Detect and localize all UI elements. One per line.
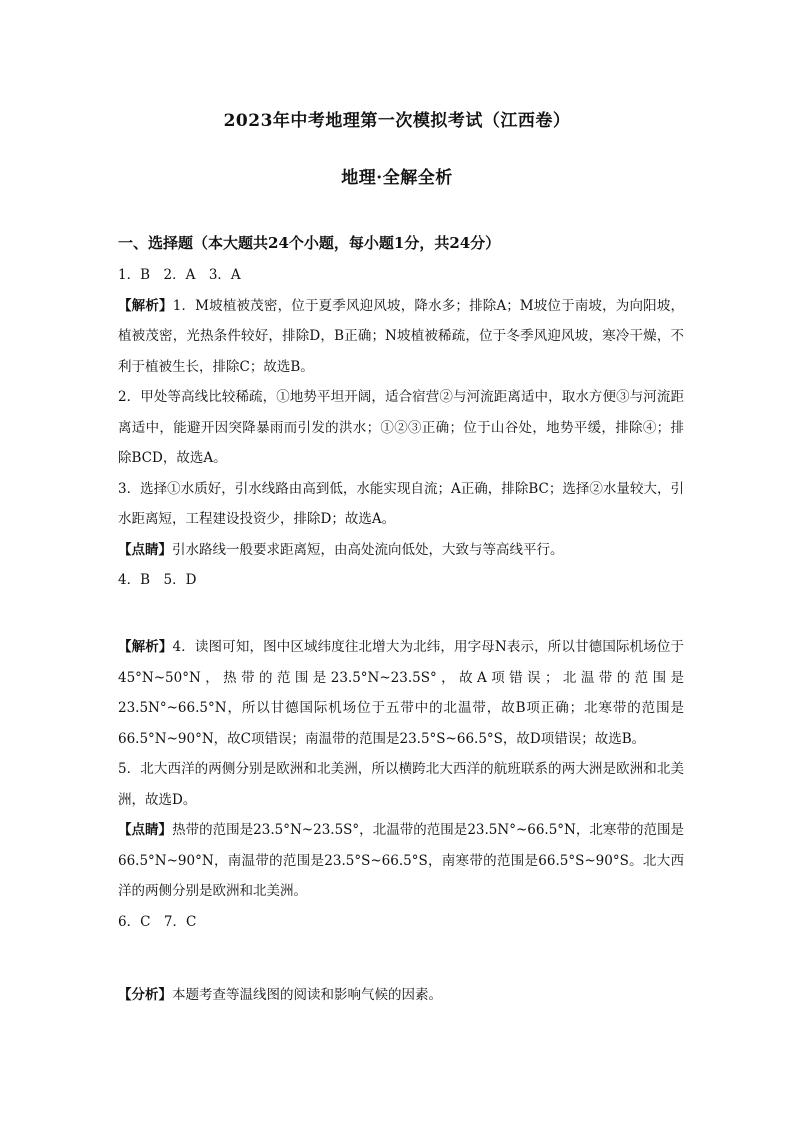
tip-paragraph	[118, 535, 684, 566]
analysis-paragraph: 2．甲处等高线比较稀疏，①地势平坦开阔，适合宿营②与河流距离适中，取水方便③与河流距离适中，能避开因突降暴雨而引发的洪水；①②③正确；位于山谷处，地势平缓，排除④；排除BCD，故选A。	[118, 389, 684, 466]
analysis-paragraph	[118, 291, 684, 383]
analysis-text: 1．M坡植被茂密，位于夏季风迎风坡，降水多；排除A；M坡位于南坡，为向阳坡，植被茂密，光热条件较好，排除D，B正确；N坡植被稀疏，位于冬季风迎风坡，寒冷干燥，不利于植被生长，排除C；故选B。	[118, 297, 685, 375]
answer-line: 6．C 7．C	[118, 913, 197, 930]
tip-tag: 【点睛】	[118, 541, 172, 558]
tip-paragraph	[118, 815, 684, 907]
tip-text: 热带的范围是23.5°N~23.5S°，北温带的范围是23.5N°~66.5°N，北寒带的范围是66.5°N~90°N，南温带的范围是23.5°S~66.5°S，南寒带的范围是66.5°S~90°S。北大西洋的两侧分别是欧洲和北美洲。	[118, 822, 685, 899]
answer-group-3	[118, 980, 684, 1011]
analysis-paragraph: 3．选择①水质好，引水线路由高到低，水能实现自流；A正确，排除BC；选择②水量较大，引水距离短，工程建设投资少，排除D；故选A。	[118, 480, 684, 527]
answer-line: 4．B 5．D	[118, 572, 197, 588]
analysis-paragraph: 5．北大西洋的两侧分别是欧洲和北美洲，所以横跨北大西洋的航班联系的两大洲是欧洲和北美洲，故选D。	[118, 761, 684, 808]
analysis-paragraph	[118, 980, 684, 1011]
analysis-tag: 【解析】	[118, 639, 173, 655]
tip-text: 引水路线一般要求距离短，由高处流向低处，大致与等高线平行。	[172, 541, 564, 558]
document-title: 2023年中考地理第一次模拟考试（江西卷）	[223, 111, 571, 131]
analysis-tag: 【解析】	[118, 297, 173, 314]
answer-group-1	[118, 260, 684, 596]
analysis-text: 本题考查等温线图的阅读和影响气候的因素。	[172, 987, 442, 1003]
answer-line: 1．B 2．A 3．A	[118, 267, 241, 283]
tip-tag: 【点睛】	[118, 822, 173, 838]
answer-group-2	[118, 632, 684, 937]
analysis-tag: 【分析】	[118, 987, 172, 1003]
analysis-paragraph	[118, 632, 684, 754]
analysis-text: 4．读图可知，图中区域纬度往北增大为北纬，用字母N表示，所以甘德国际机场位于45°N~50°N，热带的范围是23.5°N~23.5S°，故A项错误；北温带的范围是23.5N°~66.5°N，所以甘德国际机场位于五带中的北温带，故B项正确；北寒带的范围是66.5°N~90°N，故C项错误；南温带的范围是23.5°S~66.5°S，故D项错误；故选B。	[118, 639, 684, 747]
section-heading: 一、选择题（本大题共24个小题，每小题1分，共24分）	[118, 234, 501, 252]
document-subtitle: 地理·全解全析	[341, 168, 453, 188]
